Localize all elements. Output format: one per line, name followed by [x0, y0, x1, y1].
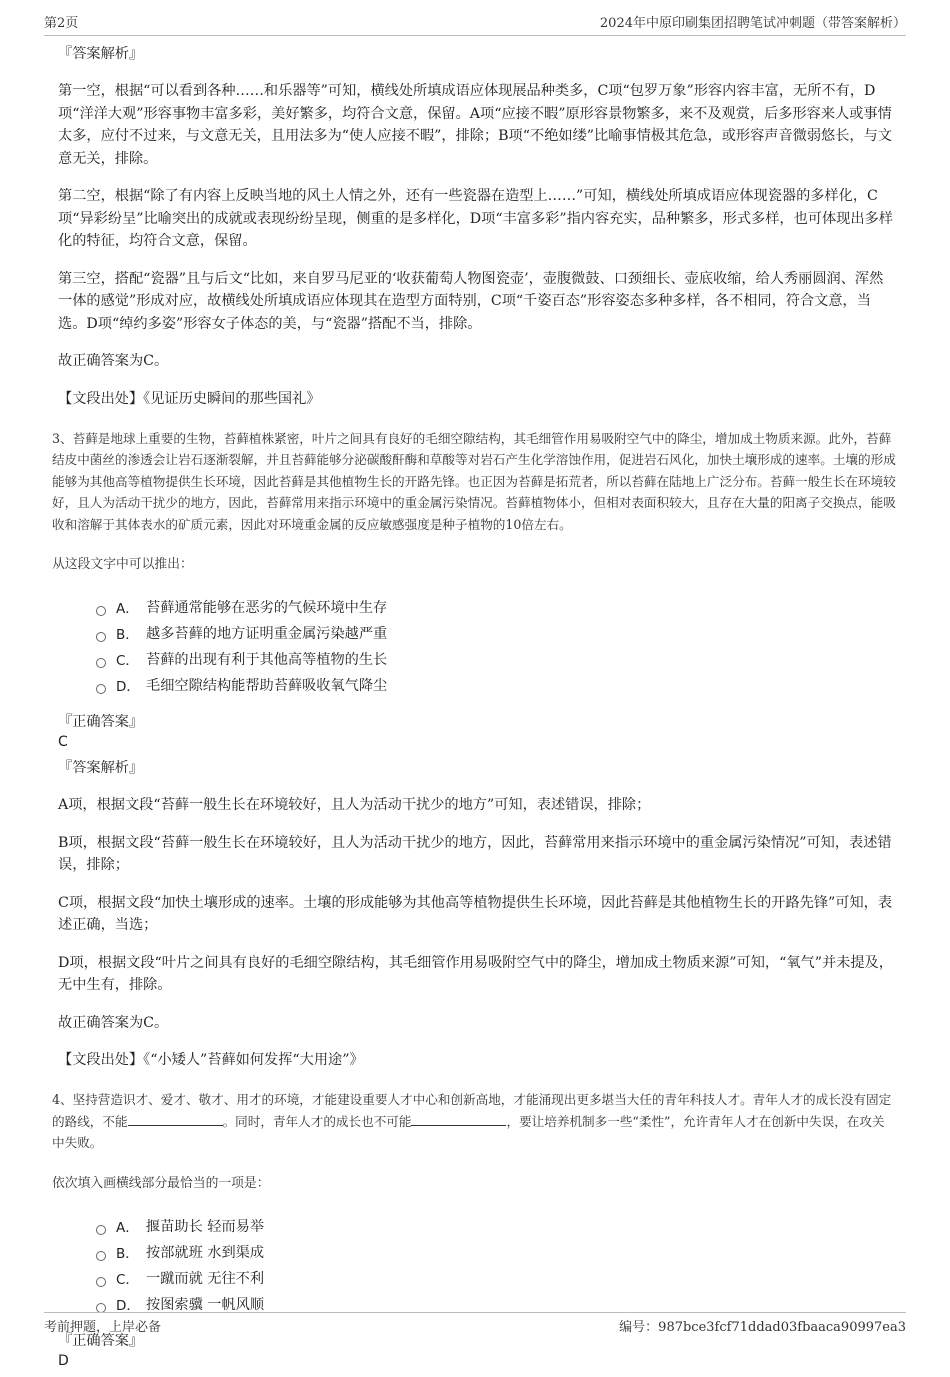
q3-explanation-b: B项，根据文段“苔藓一般生长在环境较好，且人为活动干扰少的地方，因此，苔藓常用来指示环境中的重金属污染情况”可知，表述错误，排除； — [58, 834, 892, 873]
option-letter: C． — [116, 653, 139, 669]
answer-blank-1 — [128, 1113, 223, 1126]
radio-icon[interactable] — [96, 684, 106, 694]
option-letter: B． — [116, 1245, 139, 1262]
page-content — [52, 44, 896, 1377]
q3-options — [96, 594, 896, 698]
q4-option-a[interactable] — [96, 1213, 896, 1239]
q3-prompt: 从这段文字中可以推出： — [52, 557, 193, 572]
q4-answer: D — [58, 1352, 69, 1369]
option-letter: D． — [116, 1297, 140, 1314]
page-number: 第2页 — [44, 16, 79, 31]
radio-icon[interactable] — [96, 658, 106, 668]
q4-answer-title: 『正确答案』 — [58, 1332, 144, 1349]
option-text: 揠苗助长 轻而易举 — [146, 1218, 265, 1235]
option-text: 毛细空隙结构能帮助苔藓吸收氧气降尘 — [146, 678, 388, 694]
q3-answer-title: 『正确答案』 — [58, 714, 144, 730]
radio-icon[interactable] — [96, 1277, 106, 1287]
q3-conclusion: 故正确答案为C。 — [58, 1014, 169, 1031]
q4-stem-part-2: 。同时，青年人才的成长也不可能 — [222, 1113, 412, 1129]
option-letter: B． — [116, 627, 139, 643]
q2-explanation-para-2: 第二空，根据“除了有内容上反映当地的风土人情之外，还有一些瓷器在造型上……”可知，横线处所填成语应体现瓷器的多样化，C项“异彩纷呈”比喻突出的成就或表现纷纷呈现，侧重的是多样化，D项“丰富多彩”指内容充实，品种繁多，形式多样，也可体现出多样化的特征，均符合文意，保留。 — [58, 188, 893, 249]
q3-answer: C — [58, 734, 68, 750]
radio-icon[interactable] — [96, 1225, 106, 1235]
q3-explanation-title: 『答案解析』 — [58, 760, 144, 776]
q2-explanation-para-3: 第三空，搭配“瓷器”且与后文“比如，来自罗马尼亚的‘收获葡萄人物图瓷壶’，壶腹微鼓、口颈细长、壶底收缩，给人秀丽圆润、浑然一体的感觉”形成对应，故横线处所填成语应体现其在造型方面特别，C项“千姿百态”形容姿态多种多样，各不相同，符合文意，当选。D项“绰约多姿”形容女子体态的美，与“瓷器”搭配不当，排除。 — [58, 270, 884, 332]
radio-icon[interactable] — [96, 606, 106, 616]
option-letter: A． — [116, 601, 139, 617]
radio-icon[interactable] — [96, 1303, 106, 1313]
option-text: 苔藓通常能够在恶劣的气候环境中生存 — [146, 600, 388, 616]
option-letter: A． — [116, 1219, 139, 1236]
q3-option-b[interactable] — [96, 620, 896, 646]
q2-conclusion: 故正确答案为C。 — [58, 353, 169, 369]
radio-icon[interactable] — [96, 1251, 106, 1261]
page-header — [44, 12, 906, 36]
document-title: 2024年中原印刷集团招聘笔试冲刺题（带答案解析） — [599, 16, 906, 31]
document-id: 编号：987bce3fcf71ddad03fbaaca90997ea3 — [619, 1320, 906, 1335]
q3-explanation-a: A项，根据文段“苔藓一般生长在环境较好，且人为活动干扰少的地方”可知，表述错误，排除； — [58, 797, 651, 813]
q3-option-d[interactable] — [96, 672, 896, 698]
option-text: 苔藓的出现有利于其他高等植物的生长 — [146, 652, 388, 668]
q3-stem: 3、苔藓是地球上重要的生物，苔藓植株紧密，叶片之间具有良好的毛细空隙结构，其毛细管作用易吸附空气中的降尘，增加成土物质来源。此外，苔藓结皮中菌丝的渗透会让岩石逐渐裂解，并且苔藓能够分泌碳酸酐酶和草酸等对岩石产生化学溶蚀作用，促进岩石风化，加快土壤形成的速率。土壤的形成能够为其他高等植物提供生长环境，因此苔藓是其他植物生长的开路先锋。也正因为苔藓是拓荒者，所以苔藓在陆地上广泛分布。苔藓一般生长在环境较好，且人为活动干扰少的地方，因此，苔藓常用来指示环境中的重金属污染情况。苔藓植物体小，但相对表面积较大，且存在大量的阳离子交换点，能吸收和溶解于其体表水的矿质元素，因此对环境重金属的反应敏感强度是种子植物的10倍左右。 — [52, 430, 896, 532]
option-letter: D． — [116, 679, 140, 695]
q4-stem — [52, 1089, 896, 1154]
q2-explanation-title: 『答案解析』 — [58, 46, 144, 62]
footer-slogan: 考前押题，上岸必备 — [44, 1320, 162, 1335]
q2-explanation-para-1: 第一空，根据“可以看到各种……和乐器等”可知，横线处所填成语应体现展品种类多，C项“包罗万象”形容内容丰富，无所不有，D项“洋洋大观”形容事物丰富多彩，美好繁多，均符合文意，保留。A项“应接不暇”原形容景物繁多，来不及观赏，后多形容来人或事情太多，应付不过来，与文意无关，且用法多为“使人应接不暇”，排除；B项“不绝如缕”比喻事情极其危急，或形容声音微弱悠长，与文意无关，排除。 — [58, 83, 892, 167]
q4-stem-part-3: ，要让培养机制多一些“柔性”，允许青年人才在创新中失误，在攻关中失败。 — [52, 1113, 885, 1150]
option-text: 越多苔藓的地方证明重金属污染越严重 — [146, 626, 388, 642]
q3-source: 【文段出处】《“小矮人”苔藓如何发挥“大用途”》 — [58, 1052, 364, 1068]
q3-option-a[interactable] — [96, 594, 896, 620]
option-text: 一蹴而就 无往不利 — [146, 1270, 265, 1287]
q4-option-c[interactable] — [96, 1265, 896, 1291]
q2-source: 【文段出处】《见证历史瞬间的那些国礼》 — [58, 390, 321, 407]
option-letter: C． — [116, 1271, 139, 1288]
q4-prompt: 依次填入画横线部分最恰当的一项是： — [52, 1175, 270, 1191]
answer-blank-2 — [411, 1113, 506, 1126]
q4-options — [96, 1213, 896, 1317]
radio-icon[interactable] — [96, 632, 106, 642]
q3-option-c[interactable] — [96, 646, 896, 672]
option-text: 按部就班 水到渠成 — [146, 1244, 265, 1261]
q3-explanation-c: C项，根据文段“加快土壤形成的速率。土壤的形成能够为其他高等植物提供生长环境，因此苔藓是其他植物生长的开路先锋”可知，表述正确，当选； — [58, 894, 893, 933]
q4-option-b[interactable] — [96, 1239, 896, 1265]
q3-explanation-d: D项，根据文段“叶片之间具有良好的毛细空隙结构，其毛细管作用易吸附空气中的降尘，增加成土物质来源”可知，“氧气”并未提及，无中生有，排除。 — [58, 954, 893, 993]
option-text: 按图索骥 一帆风顺 — [146, 1296, 265, 1313]
q4-stem-part-1: 4、坚持营造识才、爱才、敬才、用才的环境，才能建设重要人才中心和创新高地，才能涌现出更多堪当大任的青年科技人才。青年人才的成长没有固定的路线，不能 — [52, 1092, 892, 1129]
page-footer — [44, 1312, 906, 1335]
